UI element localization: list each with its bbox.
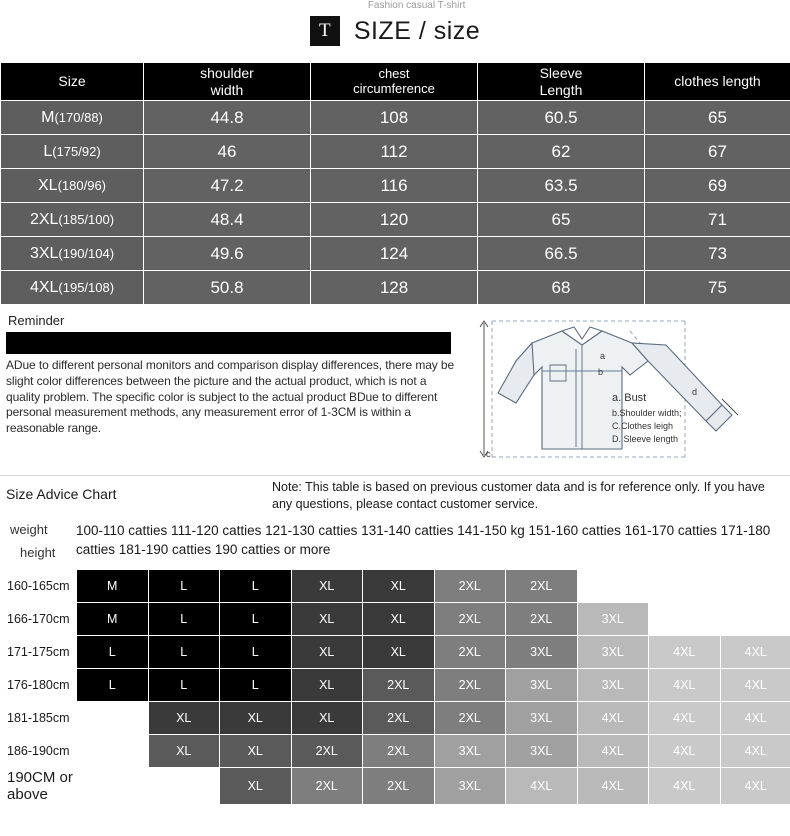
advice-cell: 4XL	[506, 768, 578, 805]
advice-cell: 2XL	[434, 603, 506, 636]
size-table-header-row	[1, 63, 790, 101]
advice-cell: L	[77, 636, 149, 669]
table-row	[1, 237, 790, 271]
advice-cell: L	[220, 669, 292, 702]
mark-a: a	[600, 351, 606, 361]
advice-cell: XL	[363, 570, 435, 603]
advice-cell: 4XL	[649, 735, 721, 768]
reminder-section	[0, 305, 790, 475]
page-header	[0, 0, 790, 62]
advice-cell: 3XL	[506, 636, 578, 669]
advice-cell: 4XL	[720, 669, 790, 702]
table-row	[1, 271, 790, 305]
advice-cell: 4XL	[720, 735, 790, 768]
cell-sleeve: 62	[478, 135, 645, 169]
col-header-clothes-length: clothes length	[645, 63, 790, 101]
advice-chart-title: Size Advice Chart	[6, 486, 117, 502]
advice-cell: 2XL	[434, 570, 506, 603]
size-advice-body	[1, 570, 790, 805]
advice-cell: XL	[220, 702, 292, 735]
cell-length: 67	[645, 135, 790, 169]
advice-cell: M	[77, 570, 149, 603]
weight-height-axis-row	[0, 521, 790, 569]
cell-chest: 124	[311, 237, 478, 271]
advice-cell: 4XL	[577, 735, 649, 768]
cell-size: 3XL(190/104)	[1, 237, 144, 271]
advice-cell: 3XL	[577, 636, 649, 669]
advice-cell: L	[148, 570, 220, 603]
cell-length: 69	[645, 169, 790, 203]
advice-cell: 3XL	[434, 735, 506, 768]
table-row	[1, 101, 790, 135]
cell-shoulder: 50.8	[144, 271, 311, 305]
table-row	[1, 735, 790, 768]
advice-cell: 2XL	[434, 702, 506, 735]
mark-b: b	[598, 367, 604, 377]
advice-cell: XL	[291, 702, 363, 735]
col-header-sleeve-length: Sleeve Length	[478, 63, 645, 101]
advice-header	[0, 475, 790, 521]
advice-cell: 2XL	[363, 702, 435, 735]
advice-cell: 2XL	[506, 603, 578, 636]
advice-cell: L	[148, 669, 220, 702]
advice-cell: 2XL	[291, 735, 363, 768]
advice-cell: XL	[291, 669, 363, 702]
advice-cell: XL	[291, 603, 363, 636]
advice-cell: 3XL	[577, 603, 649, 636]
cell-sleeve: 65	[478, 203, 645, 237]
advice-cell: L	[148, 636, 220, 669]
cell-chest: 116	[311, 169, 478, 203]
mark-d: d	[692, 387, 698, 397]
cell-sleeve: 63.5	[478, 169, 645, 203]
advice-cell: 2XL	[363, 768, 435, 805]
row-header-height: 166-170cm	[1, 603, 77, 636]
row-header-height: 171-175cm	[1, 636, 77, 669]
reminder-black-bar	[6, 332, 451, 354]
advice-cell: XL	[220, 735, 292, 768]
col-header-chest-circumference: chest circumference	[311, 63, 478, 101]
advice-cell: 4XL	[720, 702, 790, 735]
weight-axis-label: weight	[10, 522, 48, 537]
advice-cell: XL	[291, 636, 363, 669]
legend-bust: a. Bust	[612, 392, 647, 404]
row-header-height: 186-190cm	[1, 735, 77, 768]
size-table-head	[1, 63, 790, 101]
advice-cell: 2XL	[291, 768, 363, 805]
advice-cell-empty	[77, 768, 149, 805]
advice-cell: 3XL	[506, 669, 578, 702]
advice-cell: L	[220, 636, 292, 669]
col-header-shoulder-width: shoulder width	[144, 63, 311, 101]
advice-cell: 2XL	[506, 570, 578, 603]
advice-chart-note: Note: This table is based on previous customer data and is for reference only. If you have any questions, please contact customer service.	[272, 480, 765, 511]
cell-shoulder: 46	[144, 135, 311, 169]
advice-cell: L	[148, 603, 220, 636]
t-shirt-badge-icon: T	[310, 16, 340, 46]
legend-sleeve-length: D. Sleeve length	[612, 434, 679, 445]
advice-cell: 3XL	[577, 669, 649, 702]
cell-size: XL(180/96)	[1, 169, 144, 203]
cell-chest: 112	[311, 135, 478, 169]
advice-cell: 3XL	[434, 768, 506, 805]
reminder-title: Reminder	[8, 313, 65, 328]
cell-length: 73	[645, 237, 790, 271]
row-header-height: 181-185cm	[1, 702, 77, 735]
advice-cell: 4XL	[720, 768, 790, 805]
advice-cell: XL	[148, 735, 220, 768]
advice-cell-empty	[649, 603, 721, 636]
row-header-height: 190CM or above	[1, 768, 77, 805]
advice-cell: 2XL	[363, 669, 435, 702]
legend-clothes-length: C.Clothes leigh	[612, 420, 674, 431]
header-inner	[310, 0, 481, 46]
size-table	[0, 62, 790, 305]
advice-cell: XL	[363, 603, 435, 636]
advice-cell-empty	[649, 570, 721, 603]
cell-length: 65	[645, 101, 790, 135]
table-row	[1, 570, 790, 603]
table-row	[1, 702, 790, 735]
cell-chest: 108	[311, 101, 478, 135]
mark-c: c	[486, 449, 491, 459]
table-row	[1, 669, 790, 702]
cell-length: 71	[645, 203, 790, 237]
advice-cell: M	[77, 603, 149, 636]
table-row	[1, 203, 790, 237]
reminder-body: ADue to different personal monitors and comparison display differences, there may be slight color differences between the picture and the actual product, which is not a quality problem. The specific color is subject to the actual product BDue to different personal measurement methods, any measurement error of 1-3CM is within a reasonable range.	[6, 358, 455, 436]
cell-shoulder: 47.2	[144, 169, 311, 203]
advice-cell: 2XL	[434, 669, 506, 702]
cell-shoulder: 48.4	[144, 203, 311, 237]
row-header-height: 160-165cm	[1, 570, 77, 603]
advice-cell-empty	[720, 603, 790, 636]
advice-cell-empty	[577, 570, 649, 603]
cell-sleeve: 66.5	[478, 237, 645, 271]
advice-cell: XL	[363, 636, 435, 669]
advice-cell: 4XL	[649, 636, 721, 669]
cell-chest: 128	[311, 271, 478, 305]
table-row	[1, 636, 790, 669]
advice-cell: 4XL	[649, 768, 721, 805]
advice-cell: XL	[291, 570, 363, 603]
cell-size: M(170/88)	[1, 101, 144, 135]
cell-sleeve: 68	[478, 271, 645, 305]
cell-shoulder: 49.6	[144, 237, 311, 271]
cell-size: 4XL(195/108)	[1, 271, 144, 305]
advice-cell: 2XL	[434, 636, 506, 669]
table-row	[1, 135, 790, 169]
advice-cell: 4XL	[649, 702, 721, 735]
advice-cell: XL	[220, 768, 292, 805]
advice-cell: 3XL	[506, 702, 578, 735]
legend-shoulder-width: b.Shoulder width;	[612, 407, 682, 418]
advice-cell-empty	[77, 735, 149, 768]
advice-cell: XL	[148, 702, 220, 735]
advice-cell: 4XL	[720, 636, 790, 669]
cell-shoulder: 44.8	[144, 101, 311, 135]
size-advice-table	[0, 569, 790, 805]
advice-cell: 4XL	[577, 768, 649, 805]
advice-cell-empty	[148, 768, 220, 805]
advice-cell: L	[220, 603, 292, 636]
advice-cell: 4XL	[577, 702, 649, 735]
page-title: SIZE / size	[353, 16, 481, 45]
cell-length: 75	[645, 271, 790, 305]
advice-cell-empty	[720, 570, 790, 603]
weight-ranges-text: 100-110 catties 111-120 catties 121-130 catties 131-140 catties 141-150 kg 151-160 catties 161-170 catties 171-180 catties 181-190 catties 190 catties or more	[76, 523, 771, 558]
table-row	[1, 768, 790, 805]
table-row	[1, 169, 790, 203]
product-supertitle: Fashion casual T-shirt	[367, 0, 466, 11]
col-header-size: Size	[1, 63, 144, 101]
advice-cell: 3XL	[506, 735, 578, 768]
diagram-legend	[612, 391, 682, 446]
advice-cell: 4XL	[649, 669, 721, 702]
advice-cell: L	[77, 669, 149, 702]
cell-sleeve: 60.5	[478, 101, 645, 135]
size-table-body	[1, 101, 790, 305]
table-row	[1, 603, 790, 636]
advice-cell-empty	[77, 702, 149, 735]
row-header-height: 176-180cm	[1, 669, 77, 702]
advice-cell: L	[220, 570, 292, 603]
cell-size: L(175/92)	[1, 135, 144, 169]
cell-size: 2XL(185/100)	[1, 203, 144, 237]
advice-cell: 2XL	[363, 735, 435, 768]
height-axis-label: height	[20, 545, 56, 560]
cell-chest: 120	[311, 203, 478, 237]
